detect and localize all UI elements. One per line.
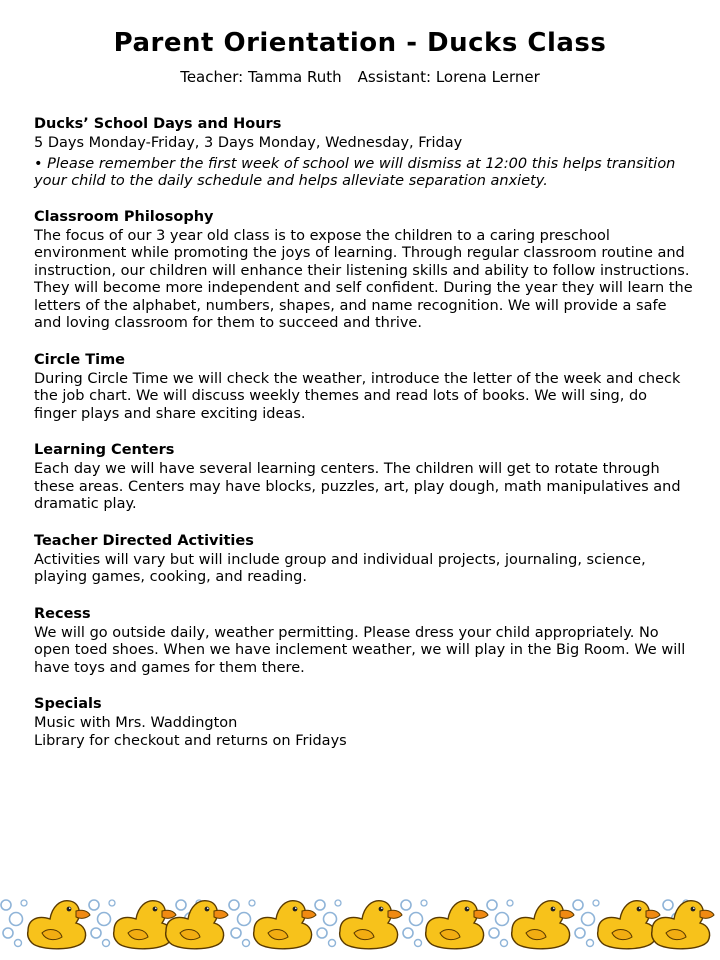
- section-heading: Recess: [34, 605, 91, 622]
- bubbles-icon: [315, 900, 341, 947]
- section-text: 5 Days Monday-Friday, 3 Days Monday, Wednesday, Friday: [34, 135, 463, 151]
- section-heading: Learning Centers: [34, 442, 175, 458]
- rubber-duck-icon: [426, 901, 488, 949]
- section-teacher-directed: [34, 533, 694, 587]
- bubbles-icon: [487, 900, 513, 947]
- page-title: Parent Orientation - Ducks Class: [113, 28, 607, 58]
- rubber-duck-icon: [254, 901, 316, 949]
- section-days: [34, 116, 694, 190]
- section-text: Each day we will have several learning centers. The children will get to rotate through these areas. Centers may have blocks, puzzles, art, play dough, math manipulatives and dramatic play.: [34, 461, 681, 512]
- section-text: We will go outside daily, weather permitting. Please dress your child appropriately. No open toed shoes. When we have inclement weather, we will play in the Big Room. We will have toys and games for them there.: [34, 624, 686, 676]
- section-heading: Specials: [34, 696, 102, 712]
- section-philosophy: [34, 209, 694, 333]
- content: [34, 116, 694, 769]
- dismissal-note: • Please remember the first week of school we will dismiss at 12:00 this helps transition your child to the daily schedule and helps alleviate separation anxiety.: [34, 155, 676, 189]
- bubbles-icon: [89, 900, 115, 947]
- section-heading: Teacher Directed Activities: [34, 532, 254, 549]
- teacher-name: Teacher: Tamma Ruth: [180, 68, 342, 86]
- section-circle-time: [34, 352, 694, 424]
- rubber-duck-icon: [512, 901, 574, 949]
- section-specials: [34, 696, 694, 750]
- staff-line: [0, 68, 720, 86]
- rubber-duck-icon: [598, 901, 660, 949]
- bubbles-icon: [573, 900, 599, 947]
- section-recess: [34, 606, 694, 678]
- section-heading: Circle Time: [34, 351, 126, 368]
- bubbles-icon: [1, 900, 27, 947]
- rubber-duck-icon: [166, 901, 228, 949]
- section-text: [34, 715, 694, 750]
- section-text: The focus of our 3 year old class is to expose the children to a caring preschool environment while promoting the joys of learning. Through regular classroom routine and instruction, our children will enhance their listening skills and ability to follow instructions. They will become more independent and self confident. During the year they will learn the letters of the alphabet, numbers, shapes, and name recognition. We will provide a safe and loving classroom for them to succeed and thrive.: [34, 227, 693, 331]
- specials-item: Music with Mrs. Waddington: [34, 715, 238, 731]
- section-heading: Classroom Philosophy: [34, 208, 214, 225]
- assistant-name: Assistant: Lorena Lerner: [357, 68, 540, 86]
- section-learning-centers: [34, 442, 694, 514]
- rubber-duck-icon: [28, 901, 90, 949]
- section-text: Activities will vary but will include group and individual projects, journaling, science, playing games, cooking, and reading.: [34, 551, 646, 585]
- rubber-duck-icon: [340, 901, 402, 949]
- section-heading: Ducks’ School Days and Hours: [34, 116, 282, 132]
- rubber-duck-icon: [652, 901, 714, 949]
- duck-border: [0, 893, 720, 953]
- bubbles-icon: [401, 900, 427, 947]
- bubbles-icon: [229, 900, 255, 947]
- specials-item: Library for checkout and returns on Fridays: [34, 732, 347, 749]
- section-text: During Circle Time we will check the weather, introduce the letter of the week and check the job chart. We will discuss weekly themes and read lots of books. We will sing, do finger plays and share exciting ideas.: [34, 370, 681, 422]
